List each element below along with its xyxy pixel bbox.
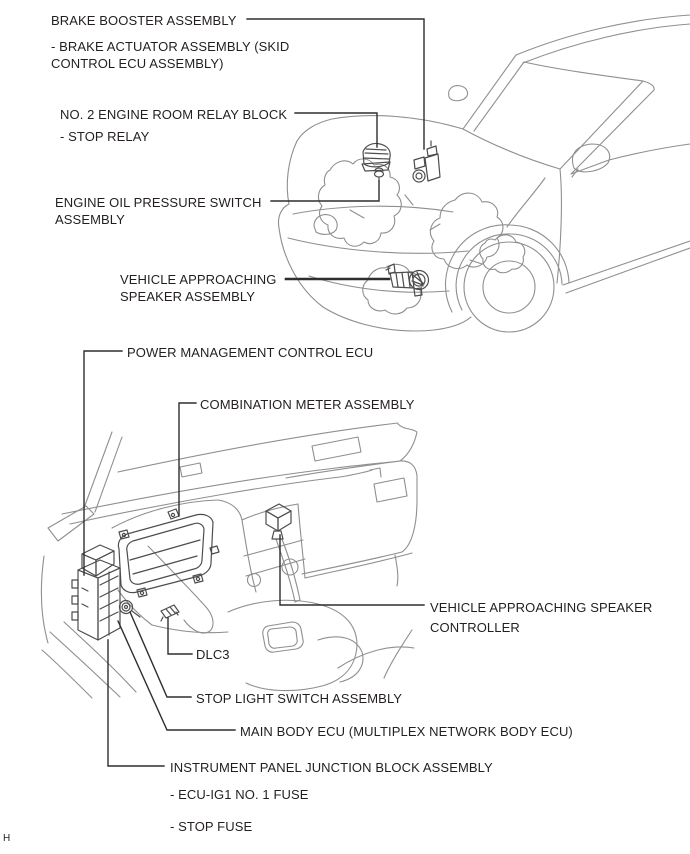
leader-main-body-ecu: [118, 621, 235, 730]
left-fender-line: [287, 141, 297, 204]
label-text: - BRAKE ACTUATOR ASSEMBLY (SKID: [51, 39, 290, 54]
label-brake-booster-assembly: [51, 12, 236, 29]
label-vas-speaker-assembly: [120, 271, 277, 305]
page-corner-mark: H: [3, 833, 11, 844]
dash-end-cap: [398, 424, 417, 461]
roof-line: [516, 15, 690, 55]
armrest-line: [318, 637, 363, 682]
windshield-header-line: [524, 62, 643, 81]
label-text: NO. 2 ENGINE ROOM RELAY BLOCK: [60, 107, 288, 122]
label-text: - ECU-IG1 NO. 1 FUSE: [170, 787, 309, 802]
label-text: CONTROL ECU ASSEMBLY): [51, 56, 224, 71]
glove-handle: [374, 478, 407, 502]
label-brake-actuator-assembly: [51, 38, 289, 72]
label-text: - STOP FUSE: [170, 819, 253, 834]
console-outline: [228, 600, 357, 690]
far-side-mirror: [449, 86, 468, 101]
label-text: ENGINE OIL PRESSURE SWITCH: [55, 195, 262, 210]
left-pillar-line-inner: [95, 437, 122, 512]
label-dlc3: [196, 646, 230, 663]
stop-light-switch-drawing: [120, 601, 141, 618]
fender-arch-line: [507, 178, 545, 227]
label-text: INSTRUMENT PANEL JUNCTION BLOCK ASSEMBLY: [170, 760, 493, 775]
label-text: BRAKE BOOSTER ASSEMBLY: [51, 13, 237, 28]
cluster-hood-corner: [218, 500, 242, 520]
rocker-line-lower: [566, 248, 690, 293]
windshield-base-line: [463, 129, 560, 169]
dlc3-drawing: [161, 605, 179, 621]
left-pillar-line: [84, 432, 112, 508]
pillar-top-join: [643, 81, 654, 90]
near-a-pillar-inner-line: [571, 90, 654, 174]
label-vas-controller: [430, 598, 652, 638]
label-text: DLC3: [196, 647, 230, 662]
cowl-line: [297, 116, 463, 141]
wheel-arch-inner: [456, 234, 562, 310]
seat-line-1: [338, 647, 414, 668]
label-text: COMBINATION METER ASSEMBLY: [200, 397, 415, 412]
dash-lower-passenger: [305, 553, 412, 578]
belt-line: [609, 144, 690, 160]
wheel-rim: [483, 261, 535, 313]
left-boundary: [41, 556, 48, 643]
far-a-pillar-inner-line: [474, 62, 524, 131]
label-text: VEHICLE APPROACHING: [120, 272, 277, 287]
audio-band-upper: [244, 540, 303, 556]
label-junction-block: [170, 759, 493, 776]
defroster-vent-small: [180, 463, 202, 477]
label-text: SPEAKER ASSEMBLY: [120, 289, 256, 304]
label-stop-light-switch: [196, 690, 402, 707]
front-bumper-outline: [278, 204, 471, 331]
label-oil-pressure-switch: [55, 194, 262, 228]
glove-handle-notch: [370, 468, 381, 477]
seat-line-2: [384, 630, 412, 678]
glove-lower-line: [395, 555, 398, 586]
near-a-pillar-line: [560, 81, 643, 169]
dash-top-edge: [62, 461, 400, 514]
knee-panel: [148, 546, 213, 633]
label-text: ASSEMBLY: [55, 212, 125, 227]
engine-compartment-illustration: [278, 15, 690, 332]
tire: [464, 242, 554, 332]
label-text: VEHICLE APPROACHING SPEAKER: [430, 600, 653, 615]
dash-mid-crease: [70, 470, 372, 524]
combination-meter-drawing: [118, 509, 219, 597]
label-stop-relay: [60, 128, 149, 145]
label-main-body-ecu: [240, 723, 573, 740]
grille-crease-upper: [293, 206, 453, 214]
label-relay-block: [60, 106, 287, 123]
label-text: STOP LIGHT SWITCH ASSEMBLY: [196, 691, 403, 706]
label-stop-fuse: [170, 818, 252, 835]
windshield-base: [118, 423, 398, 472]
label-text: MAIN BODY ECU (MULTIPLEX NETWORK BODY ECU): [240, 724, 573, 739]
leader-power-management-ecu: [84, 351, 122, 575]
rocker-line: [563, 241, 690, 285]
column-line-3: [42, 650, 92, 698]
vas-controller-drawing: [266, 504, 291, 539]
far-a-pillar-line: [463, 55, 516, 129]
label-combination-meter: [200, 396, 415, 413]
brake-booster-drawing: [413, 141, 440, 182]
near-side-mirror: [573, 144, 610, 172]
leader-dlc3: [168, 618, 192, 654]
label-power-management-ecu: [127, 344, 373, 361]
label-ecu-ig1-fuse: [170, 786, 309, 803]
cup-holder-inner: [268, 627, 298, 648]
label-text: - STOP RELAY: [60, 129, 150, 144]
label-text: POWER MANAGEMENT CONTROL ECU: [127, 345, 374, 360]
defroster-vent: [312, 437, 361, 461]
label-text: CONTROLLER: [430, 620, 520, 635]
